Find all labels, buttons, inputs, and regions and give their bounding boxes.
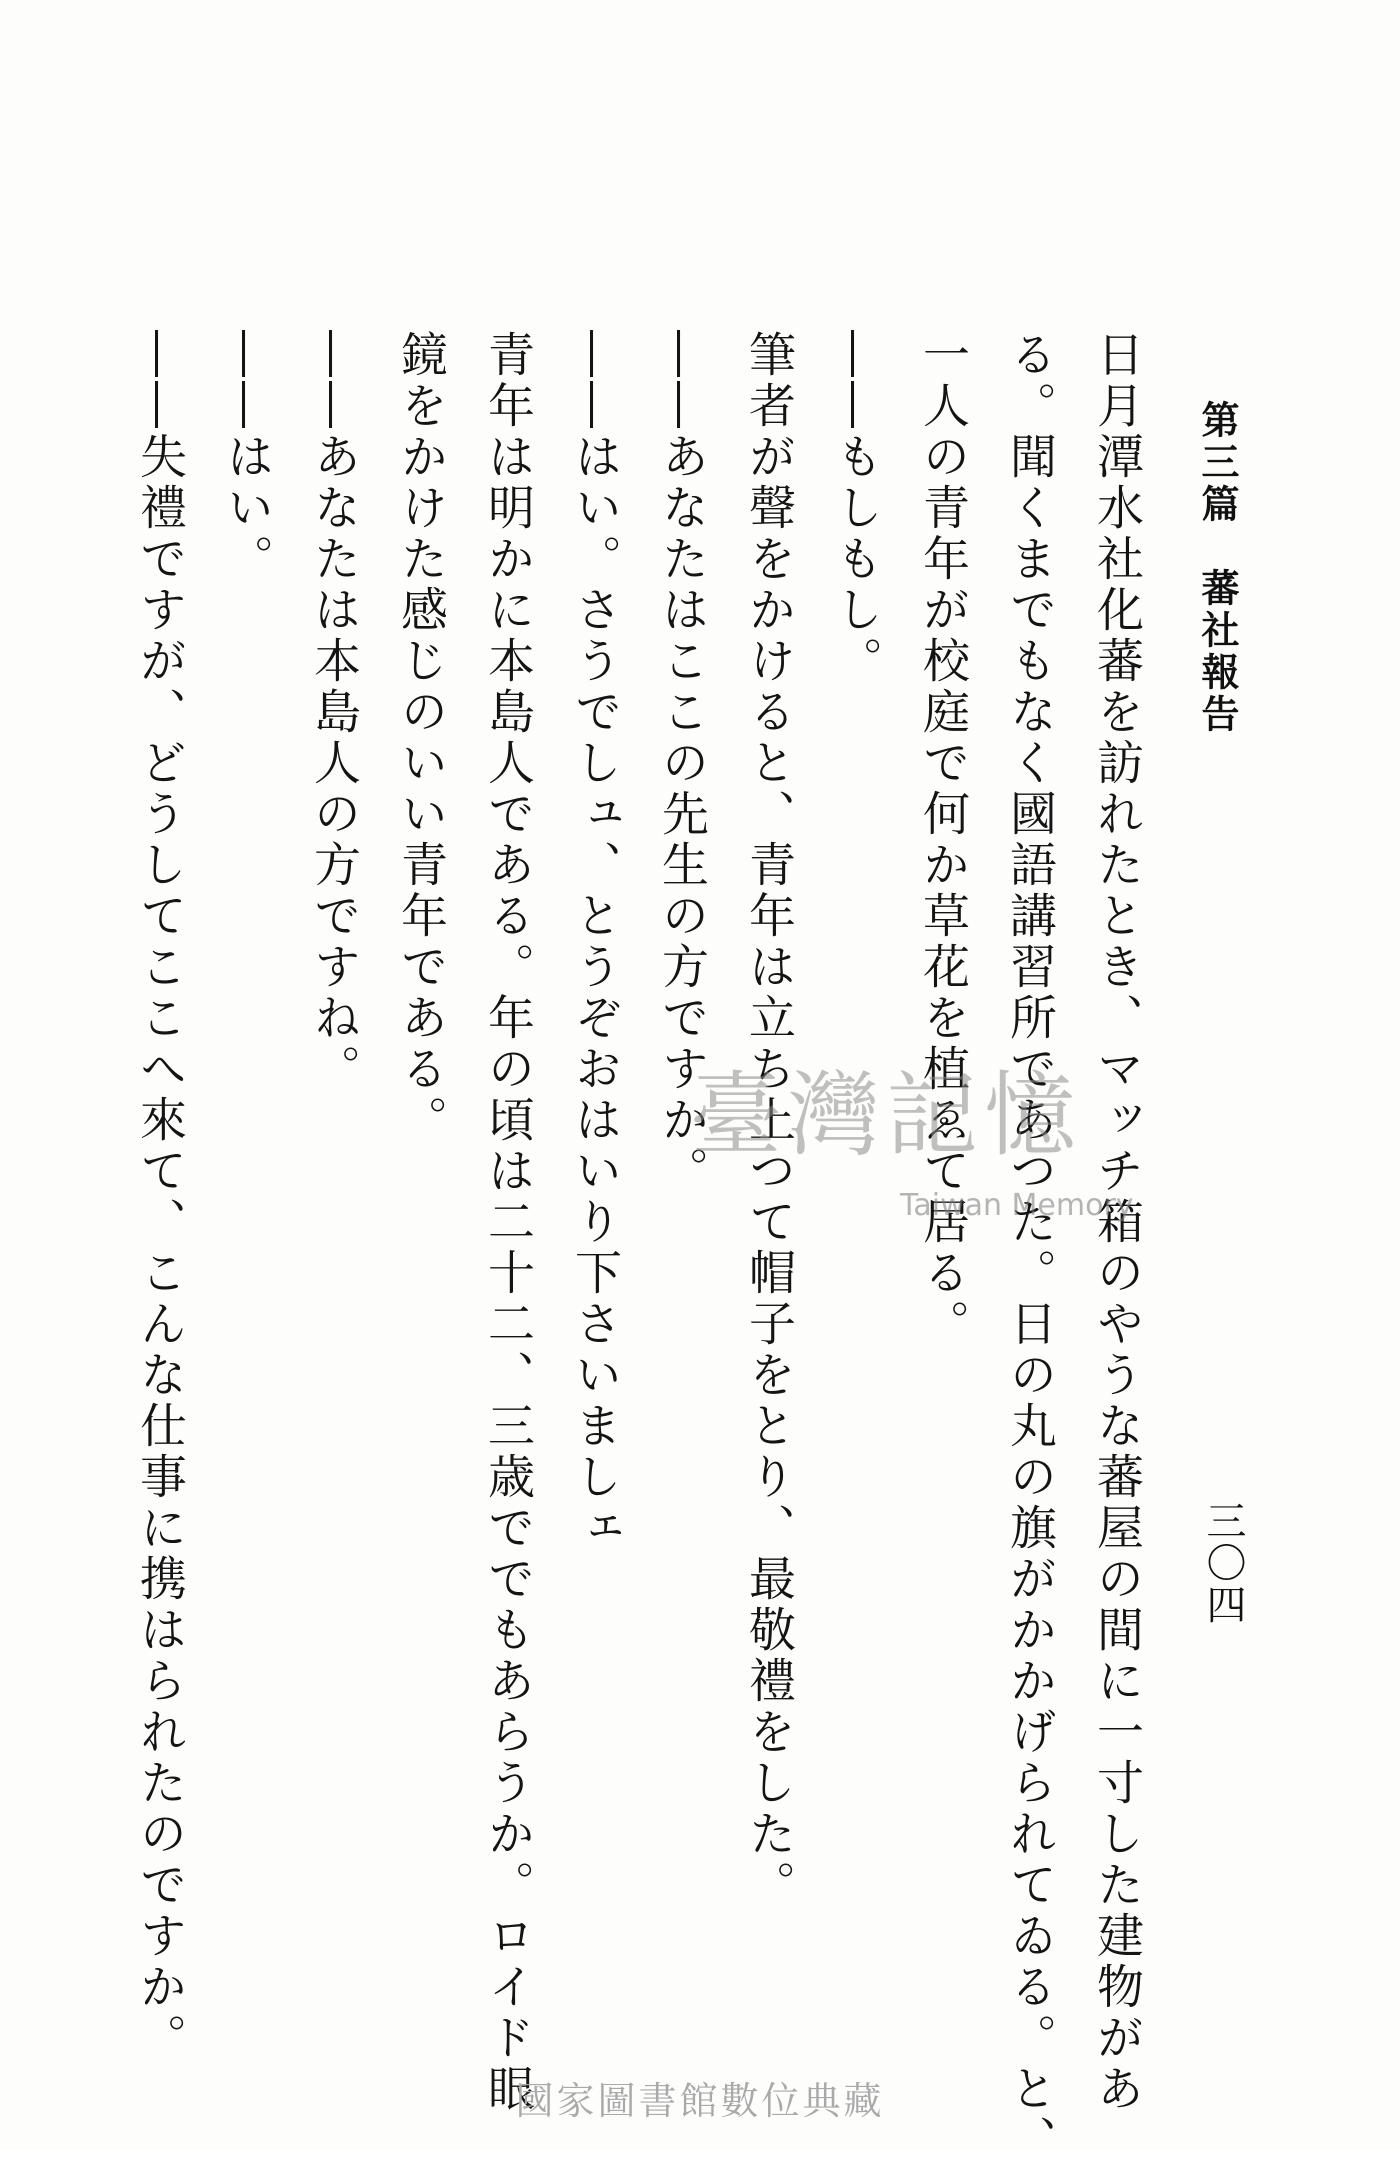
watermark-cjk-text: 臺灣記憶: [690, 1062, 1083, 1169]
running-header: 第三篇 蕃社報告: [1195, 400, 1240, 736]
text-line: ――あなたはここの先生の方ですか。: [654, 330, 709, 1197]
text-line: ――失禮ですが、どうしてここへ來て、こんな仕事に携はられたのですか。: [132, 330, 187, 2064]
text-line: 日月潭水社化蕃を訪れたとき、マッチ箱のやうな蕃屋の間に一寸した建物があ: [1089, 330, 1144, 2115]
text-line: ――はい。: [219, 330, 274, 585]
watermark-latin-text: Taiwan Memory: [900, 1188, 1134, 1223]
text-line: 鏡をかけた感じのいい青年である。: [393, 330, 448, 1146]
text-line: ――もしもし。: [828, 330, 883, 687]
text-line: 青年は明かに本島人である。年の頃は二十二、三歳ででもあらうか。ロイド眼: [480, 330, 535, 2115]
footer-credit: 國家圖書館數位典藏: [515, 2079, 885, 2123]
text-line: ――はい。さうでしュ、とうぞおはいり下さいましェ: [567, 330, 622, 1554]
text-line: る。聞くまでもなく國語講習所であつた。日の丸の旗がかかげられてゐる。と、: [1002, 330, 1057, 2166]
text-line: 筆者が聲をかけると、青年は立ち上つて帽子をとり、最敬禮をした。: [741, 330, 796, 1911]
page-number: 三〇四: [1200, 1500, 1246, 1626]
text-line: ――あなたは本島人の方ですね。: [306, 330, 361, 1095]
text-line: 一人の青年が校庭で何か草花を植ゑて居る。: [915, 330, 970, 1350]
